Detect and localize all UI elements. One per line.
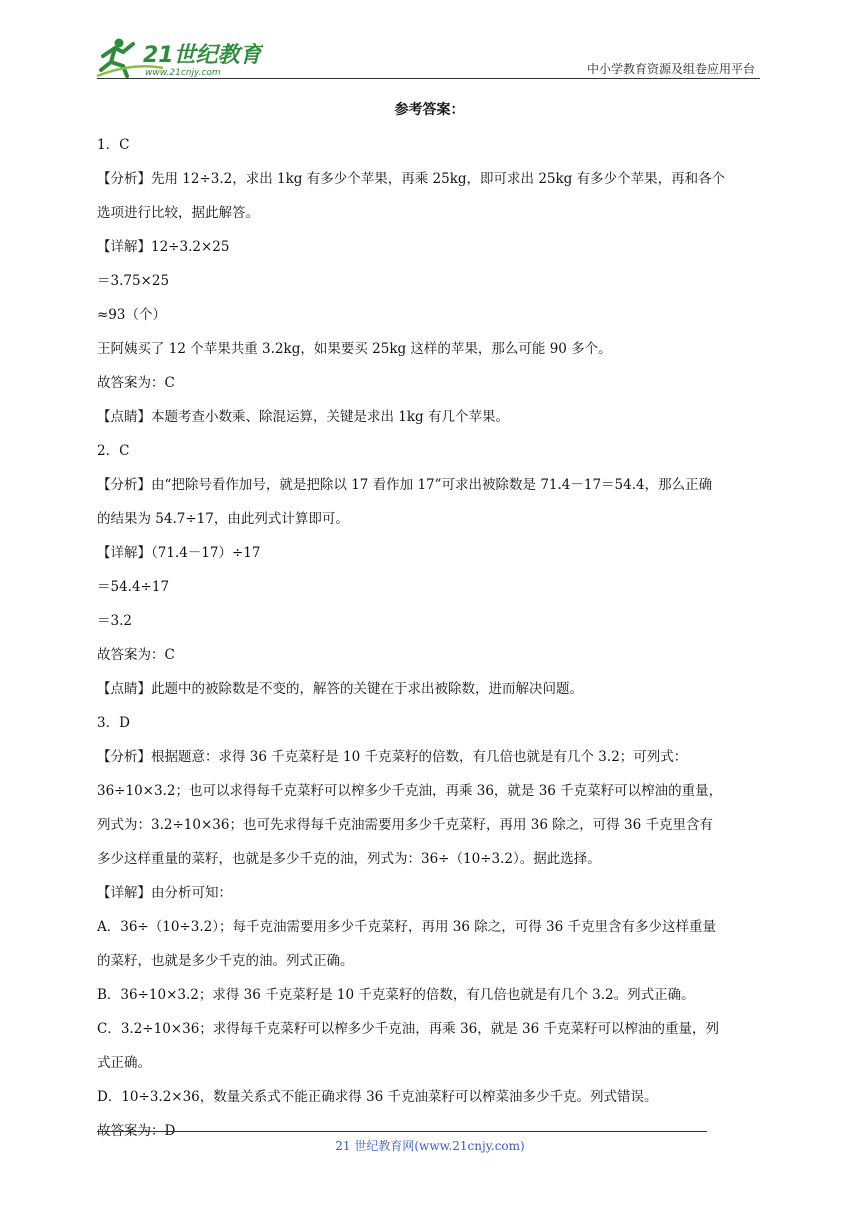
logo-text: 21世纪教育 bbox=[143, 43, 262, 68]
header-tagline: 中小学教育资源及组卷应用平台 bbox=[586, 62, 755, 76]
text-line: C．3.2÷10×36；求得每千克菜籽可以榨多少千克油，再乘 36，就是 36 千克菜籽可以榨油的重量，列 bbox=[97, 1021, 720, 1037]
text-line: 【详解】12÷3.2×25 bbox=[97, 239, 230, 255]
text-line: ＝3.75×25 bbox=[97, 273, 170, 289]
text-line: 王阿姨买了 12 个苹果共重 3.2kg，如果要买 25kg 这样的苹果，那么可能 90 多个。 bbox=[97, 341, 612, 357]
text-line: 故答案为：D bbox=[97, 1123, 176, 1139]
text-line: 的结果为 54.7÷17，由此列式计算即可。 bbox=[97, 511, 349, 527]
text-line: ≈93（个） bbox=[97, 307, 166, 323]
text-line: 式正确。 bbox=[97, 1055, 151, 1071]
text-line: ＝54.4÷17 bbox=[97, 579, 170, 595]
text-line: 【详解】（71.4－17）÷17 bbox=[97, 545, 261, 561]
text-line: 【点睛】此题中的被除数是不变的，解答的关键在于求出被除数，进而解决问题。 bbox=[97, 681, 583, 697]
page-title: 参考答案： bbox=[394, 102, 465, 118]
page-header bbox=[0, 0, 860, 90]
answer-content bbox=[97, 100, 762, 1148]
site-logo[interactable] bbox=[93, 34, 263, 80]
logo-url: www.21cnjy.com bbox=[145, 68, 221, 78]
text-line: 1．C bbox=[97, 137, 130, 153]
text-line: 选项进行比较，据此解答。 bbox=[97, 205, 259, 221]
text-line: 2．C bbox=[97, 443, 130, 459]
text-line: A．36÷（10÷3.2）；每千克油需要用多少千克菜籽，再用 36 除之，可得 36 千克里含有多少这样重量 bbox=[97, 919, 716, 935]
text-line: 【分析】根据题意：求得 36 千克菜籽是 10 千克菜籽的倍数，有几倍也就是有几个 3.2；可列式： bbox=[97, 749, 688, 765]
text-line: 列式为：3.2÷10×36；也可先求得每千克油需要用多少千克菜籽，再用 36 除之，可得 36 千克里含有 bbox=[97, 817, 713, 833]
text-line: 【详解】由分析可知： bbox=[97, 885, 232, 901]
answer-lines bbox=[97, 128, 762, 1148]
text-line: 故答案为：C bbox=[97, 647, 175, 663]
text-line: ＝3.2 bbox=[97, 613, 132, 629]
text-line: 【点睛】本题考查小数乘、除混运算，关键是求出 1kg 有几个苹果。 bbox=[97, 409, 509, 425]
runner-logo-icon bbox=[93, 34, 263, 80]
text-line: 故答案为：C bbox=[97, 375, 175, 391]
text-line: 3．D bbox=[97, 715, 130, 731]
footer-divider bbox=[97, 1131, 707, 1132]
text-line: 的菜籽，也就是多少千克的油。列式正确。 bbox=[97, 953, 354, 969]
text-line: 【分析】由“把除号看作加号，就是把除以 17 看作加 17”可求出被除数是 71.4－17＝54.4，那么正确 bbox=[97, 477, 713, 493]
text-line: 多少这样重量的菜籽，也就是多少千克的油，列式为：36÷（10÷3.2）。据此选择。 bbox=[97, 851, 601, 867]
text-line: 36÷10×3.2；也可以求得每千克菜籽可以榨多少千克油，再乘 36，就是 36 千克菜籽可以榨油的重量， bbox=[97, 783, 723, 799]
text-line: 【分析】先用 12÷3.2，求出 1kg 有多少个苹果，再乘 25kg，即可求出 25kg 有多少个苹果，再和各个 bbox=[97, 171, 726, 187]
text-line: B．36÷10×3.2；求得 36 千克菜籽是 10 千克菜籽的倍数，有几倍也就是有几个 3.2。列式正确。 bbox=[97, 987, 695, 1003]
header-divider bbox=[97, 78, 760, 79]
text-line: D．10÷3.2×36，数量关系式不能正确求得 36 千克油菜籽可以榨菜油多少千克。列式错误。 bbox=[97, 1089, 658, 1105]
footer-link[interactable]: 21 世纪教育网(www.21cnjy.com) bbox=[335, 1139, 525, 1153]
